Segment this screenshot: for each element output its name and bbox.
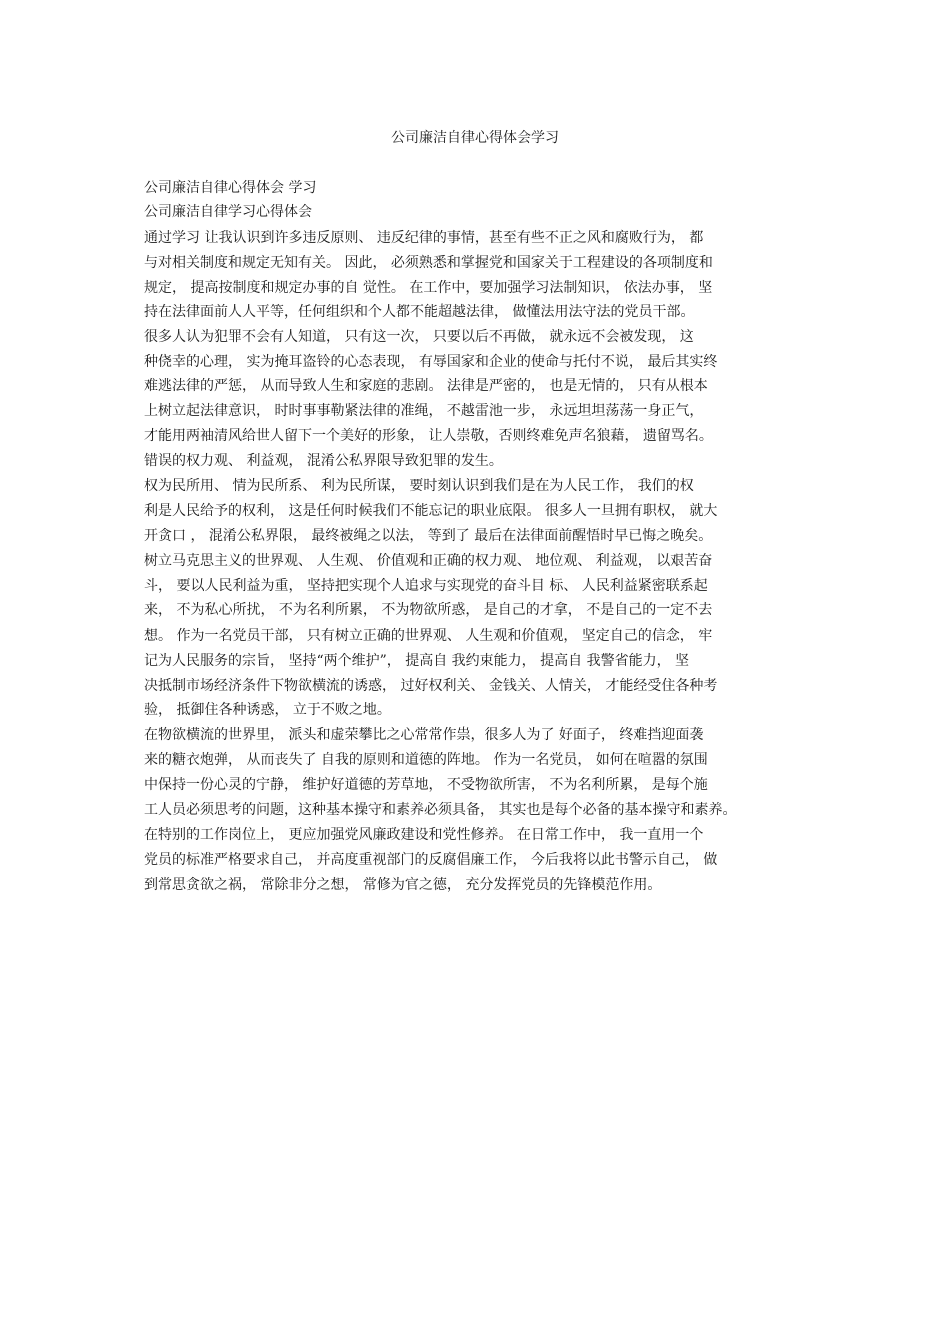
text-line: 来的糖衣炮弹， 从而丧失了 自我的原则和道德的阵地。 作为一名党员， 如何在喧嚣的氛围: [144, 752, 708, 768]
text-line: 利是人民给予的权利， 这是任何时候我们不能忘记的职业底限。 很多人一旦拥有职权， 就大: [144, 503, 718, 519]
text-line: 工人员必须思考的问题，这种基本操守和素养必须具备， 其实也是每个必备的基本操守和素养。: [144, 802, 737, 818]
text-line: 想。 作为一名党员干部， 只有树立正确的世界观、 人生观和价值观， 坚定自己的信念， 牢: [144, 628, 713, 644]
text-line: 公司廉洁自律学习心得体会: [144, 204, 312, 220]
text-line: 与对相关制度和规定无知有关。 因此， 必须熟悉和掌握党和国家关于工程建设的各项制度和: [144, 255, 713, 271]
text-line: 很多人认为犯罪不会有人知道， 只有这一次， 只要以后不再做， 就永远不会被发现， 这: [144, 329, 694, 345]
text-line: 树立马克思主义的世界观、 人生观、 价值观和正确的权力观、 地位观、 利益观， 以艰苦奋: [144, 553, 713, 569]
text-line: 记为人民服务的宗旨， 坚持“两个维护”， 提高自 我约束能力， 提高自 我警省能力， 坚: [144, 653, 690, 669]
text-line: 斗， 要以人民利益为重， 坚持把实现个人追求与实现党的奋斗目 标、 人民利益紧密联系起: [144, 578, 708, 594]
text-line: 通过学习 让我认识到许多违反原则、 违反纪律的事情，甚至有些不正之风和腐败行为， 都: [144, 230, 704, 246]
text-line: 种侥幸的心理， 实为掩耳盗铃的心态表现， 有辱国家和企业的使命与托付不说， 最后其实终: [144, 354, 718, 370]
text-line: 难逃法律的严惩， 从而导致人生和家庭的悲剧。 法律是严密的， 也是无情的， 只有从根本: [144, 378, 708, 394]
text-line: 决抵制市场经济条件下物欲横流的诱惑， 过好权利关、 金钱关、人情关， 才能经受住各种考: [144, 678, 718, 694]
text-line: 上树立起法律意识， 时时事事勒紧法律的准绳， 不越雷池一步， 永远坦坦荡荡一身正气，: [144, 403, 704, 419]
text-line: 中保持一份心灵的宁静， 维护好道德的芳草地， 不受物欲所害， 不为名利所累， 是每个施: [144, 777, 708, 793]
text-line: 权为民所用、 情为民所系、 利为民所谋， 要时刻认识到我们是在为人民工作， 我们的权: [144, 478, 694, 494]
text-line: 才能用两袖清风给世人留下一个美好的形象， 让人崇敬，否则终难免声名狼藉， 遗留骂名。: [144, 428, 713, 444]
text-line: 在物欲横流的世界里， 派头和虚荣攀比之心常常作祟，很多人为了 好面子， 终难挡迎面袭: [144, 727, 704, 743]
text-line: 验， 抵御住各种诱惑， 立于不败之地。: [144, 702, 391, 718]
text-line: 开贪口 ， 混淆公私界限， 最终被绳之以法， 等到了 最后在法律面前醒悟时早已悔之晚矣。: [144, 528, 713, 544]
text-line: 规定， 提高按制度和规定办事的自 觉性。 在工作中，要加强学习法制知识， 依法办事， 坚: [144, 280, 713, 296]
document-title: 公司廉洁自律心得体会学习: [391, 130, 559, 146]
text-line: 到常思贪欲之祸， 常除非分之想， 常修为官之德， 充分发挥党员的先锋模范作用。: [144, 877, 662, 893]
text-line: 在特别的工作岗位上， 更应加强党风廉政建设和党性修养。 在日常工作中， 我一直用一个: [144, 827, 704, 843]
text-line: 党员的标准严格要求自己， 并高度重视部门的反腐倡廉工作， 今后我将以此书警示自己， 做: [144, 852, 718, 868]
text-line: 来， 不为私心所扰， 不为名利所累， 不为物欲所惑， 是自己的才拿， 不是自己的一定不去: [144, 602, 713, 618]
text-line: 持在法律面前人人平等，任何组织和个人都不能超越法律， 做懂法用法守法的党员干部。: [144, 304, 695, 320]
text-line: 错误的权力观、 利益观， 混淆公私界限导致犯罪的发生。: [144, 453, 503, 469]
text-line: 公司廉洁自律心得体会 学习: [144, 180, 317, 196]
